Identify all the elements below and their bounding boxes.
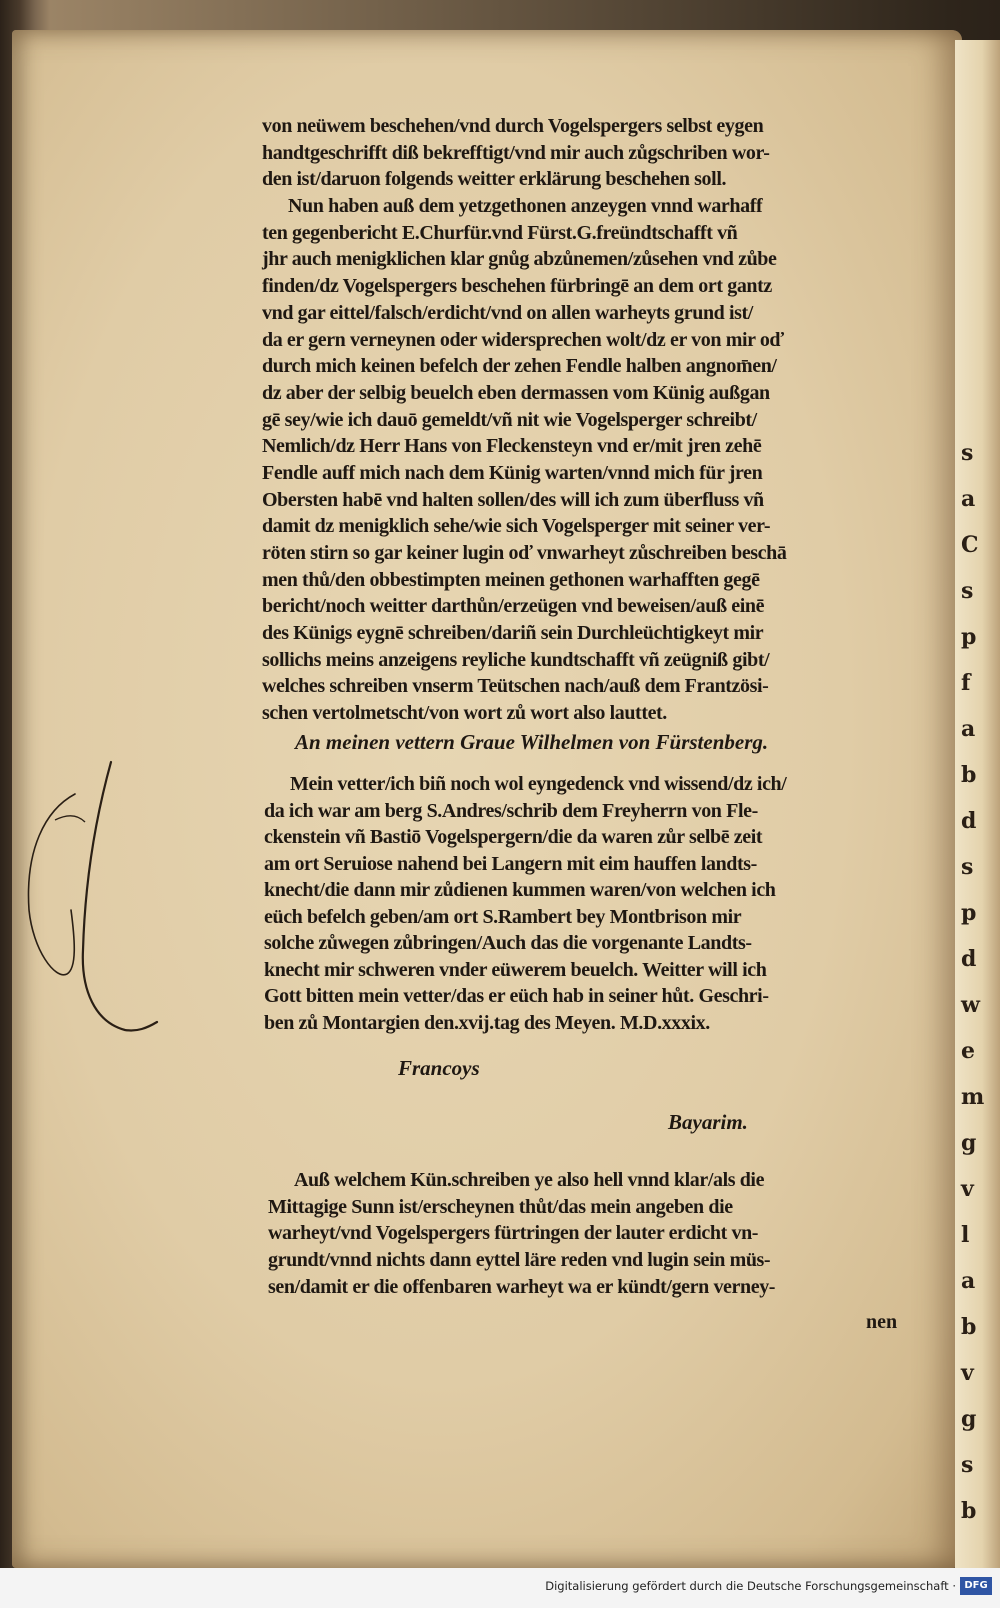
- edge-letter: w: [961, 992, 980, 1018]
- text-line: eüch befelch geben/am ort S.Rambert bey Montbrison mir: [264, 905, 742, 928]
- text-line: dz aber der selbig beuelch eben dermassen vom Künig außgan: [262, 381, 770, 404]
- edge-letter: f: [961, 670, 971, 696]
- main-paragraph: [262, 113, 912, 727]
- next-page-edge: [955, 40, 1000, 1568]
- text-line: Auß welchem Kün.schreiben ye also hell vnnd klar/als die: [294, 1169, 765, 1191]
- edge-letter: d: [961, 946, 977, 972]
- edge-letter: b: [961, 762, 977, 788]
- text-line: da ich war am berg S.Andres/schrib dem Freyherrn von Fle-: [264, 799, 758, 822]
- text-line: den ist/daruon folgends weitter erklärung beschehen soll.: [262, 168, 727, 191]
- edge-letter: m: [961, 1084, 985, 1110]
- text-line: welches schreiben vnserm Teütschen nach/auß dem Frantzösi-: [262, 675, 769, 698]
- text-line: ben zů Montargien den.xvij.tag des Meyen. M.D.xxxix.: [264, 1011, 710, 1034]
- text-line: grundt/vnnd nichts dann eyttel läre reden vnd lugin sein müs-: [268, 1249, 771, 1272]
- text-line: damit dz menigklich sehe/wie sich Vogelsperger mit seiner ver-: [262, 515, 771, 538]
- catchword: nen: [866, 1311, 898, 1333]
- edge-letter: v: [961, 1360, 974, 1386]
- text-line: Nemlich/dz Herr Hans von Fleckensteyn vnd er/mit jren zehē: [262, 435, 762, 458]
- text-line: knecht/die dann mir zůdienen kummen waren/von welchen ich: [264, 879, 776, 901]
- edge-letter: a: [961, 716, 976, 742]
- text-line: Obersten habē vnd halten sollen/des will ich zum überfluss vñ: [262, 488, 764, 511]
- text-line: ckenstein vñ Bastiō Vogelspergern/die da waren zůr selbē zeit: [264, 826, 763, 848]
- text-line: gē sey/wie ich dauō gemeldt/vñ nit wie Vogelsperger schreibt/: [262, 408, 757, 431]
- dfg-logo: DFG: [960, 1577, 992, 1595]
- edge-letter: a: [961, 1268, 976, 1294]
- text-line: Nun haben auß dem yetzgethonen anzeygen vnnd warhaff: [288, 195, 763, 218]
- text-line: handtgeschrifft diß bekrefftigt/vnd mir auch zůgschriben wor-: [262, 141, 770, 164]
- text-line: durch mich keinen befelch der zehen Fendle halben angnom̄en/: [262, 355, 777, 378]
- edge-letter: d: [961, 808, 977, 834]
- text-line: bericht/noch weitter darthůn/erzeügen vnd beweisen/auß einē: [262, 595, 765, 618]
- text-line: finden/dz Vogelspergers beschehen fürbringē an dem ort gantz: [262, 275, 772, 298]
- digitization-footer: [0, 1568, 1000, 1608]
- text-line: röten stirn so gar keiner lugin oď vnwarheyt zůschreiben beschā: [262, 542, 787, 564]
- text-line: jhr auch menigklichen klar gnůg abzůnemen/zůsehen vnd zůbe: [262, 248, 777, 271]
- edge-letter: b: [961, 1314, 977, 1340]
- text-line: sollichs meins anzeigens reyliche kundtschafft vñ zeügniß gibt/: [262, 648, 770, 671]
- text-line: knecht mir schweren vnder eüwerem beuelch. Weitter will ich: [264, 958, 767, 981]
- text-line: warheyt/vnd Vogelspergers fürtringen der lauter erdicht vn-: [268, 1222, 759, 1245]
- text-line: solche zůwegen zůbringen/Auch das die vorgenante Landts-: [264, 932, 752, 954]
- letter-heading: An meinen vettern Graue Wilhelmen von Fürstenberg.: [295, 730, 769, 754]
- text-line: Gott bitten mein vetter/das er eüch hab in seiner hůt. Geschri-: [264, 985, 769, 1007]
- text-line: von neüwem beschehen/vnd durch Vogelspergers selbst eygen: [262, 115, 764, 137]
- marginal-ink-mark: [15, 760, 175, 1040]
- edge-letter: l: [961, 1222, 970, 1248]
- signature-bayarim: Bayarim.: [668, 1110, 748, 1134]
- signature-francoys: Francoys: [398, 1056, 480, 1080]
- edge-letter: C: [961, 532, 979, 558]
- text-line: schen vertolmetscht/von wort zů wort also lauttet.: [262, 702, 667, 725]
- edge-letter: s: [961, 854, 974, 880]
- letter-body: [264, 771, 914, 1036]
- edge-letter: a: [961, 486, 976, 512]
- edge-letter: g: [961, 1130, 977, 1156]
- text-line: sen/damit er die offenbaren warheyt wa er kündt/gern verney-: [268, 1275, 776, 1298]
- text-line: am ort Seruiose nahend bei Langern mit eim hauffen landts-: [264, 852, 757, 875]
- footer-credit: Digitalisierung gefördert durch die Deutsche Forschungsgemeinschaft ·: [545, 1579, 956, 1593]
- edge-letter: g: [961, 1406, 977, 1432]
- text-line: Mittagige Sunn ist/erscheynen thůt/das mein angeben die: [268, 1195, 733, 1218]
- text-line: Fendle auff mich nach dem Künig warten/vnnd mich für jren: [262, 461, 763, 484]
- edge-letter: b: [961, 1498, 977, 1524]
- text-line: des Künigs eygnē schreiben/dariñ sein Durchleüchtigkeyt mir: [262, 622, 764, 645]
- edge-letter: s: [961, 578, 974, 604]
- edge-letter: p: [961, 900, 977, 926]
- edge-letter: p: [961, 624, 977, 650]
- text-line: ten gegenbericht E.Churfür.vnd Fürst.G.freündtschafft vñ: [262, 221, 738, 244]
- text-line: da er gern verneynen oder widersprechen wolt/dz er von mir oď: [262, 328, 784, 351]
- text-line: men thů/den obbestimpten meinen gethonen warhafften gegē: [262, 568, 760, 591]
- text-line: vnd gar eittel/falsch/erdicht/vnd on allen warheyts grund ist/: [262, 301, 753, 324]
- text-line: Mein vetter/ich biñ noch wol eyngedenck vnd wissend/dz ich/: [290, 773, 787, 795]
- closing-paragraph: [268, 1167, 918, 1300]
- edge-letter: e: [961, 1038, 975, 1064]
- edge-letter: s: [961, 1452, 974, 1478]
- edge-letter: s: [961, 440, 974, 466]
- edge-letter: v: [961, 1176, 974, 1202]
